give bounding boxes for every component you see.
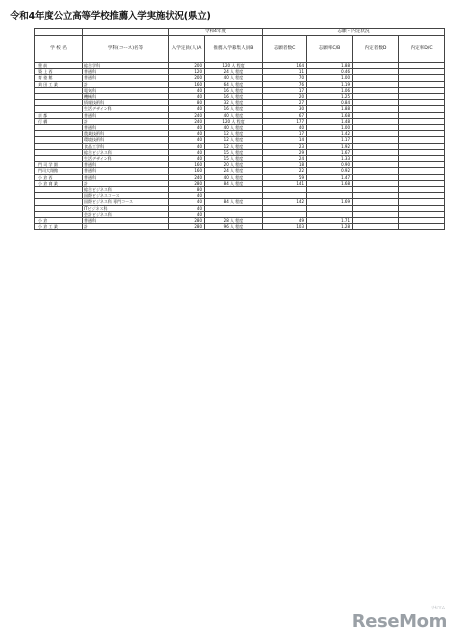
course-name: 普通科 (83, 75, 169, 81)
course-name: 国際ビジネス科 専門コース (83, 199, 169, 205)
course-name: 計 (83, 180, 169, 186)
course-name: 普通科 (83, 218, 169, 224)
rec-capacity-value: 96 人 程度 (205, 224, 263, 230)
col-rec-capacity: 推薦入学募集人員B (205, 36, 263, 63)
rec-capacity-value: 28 人 程度 (205, 218, 263, 224)
capacity-value: 280 (169, 224, 205, 230)
school-name: 小 倉 工 業 (35, 224, 83, 230)
ratio-value: 1.06 (307, 87, 353, 93)
capacity-value: 200 (169, 63, 205, 69)
applicants-value: 24 (263, 156, 307, 162)
course-name: 生活デザイン科 (83, 106, 169, 112)
applicants-value: 18 (263, 162, 307, 168)
header-group-plan: 令和4年度 (169, 29, 263, 36)
ratio-value: 1.88 (307, 63, 353, 69)
ratio-value: 1.33 (307, 156, 353, 162)
capacity-value: 80 (169, 100, 205, 106)
header-blank (83, 29, 169, 36)
school-name: 門 司 学 園 (35, 162, 83, 168)
col-course: 学科(コース)名等 (83, 36, 169, 63)
applicants-value: 67 (263, 112, 307, 118)
header-blank (35, 29, 83, 36)
rec-capacity-value: 24 人 程度 (205, 69, 263, 75)
school-name: 京 都 (35, 112, 83, 118)
school-name: 小 倉 (35, 218, 83, 224)
rec-capacity-value: 84 人 程度 (205, 180, 263, 186)
capacity-value: 40 (169, 205, 205, 211)
accepted-value (353, 224, 399, 230)
accept-rate-value (399, 224, 445, 230)
rec-capacity-value: 40 人 程度 (205, 125, 263, 131)
capacity-value: 40 (169, 137, 205, 143)
course-name: 総合学科 (83, 63, 169, 69)
applicants-value: 11 (263, 69, 307, 75)
course-name: 計 (83, 81, 169, 87)
rec-capacity-value: 84 人 程度 (205, 199, 263, 205)
capacity-value: 240 (169, 174, 205, 180)
course-name: 会計ビジネス科 (83, 211, 169, 217)
rec-capacity-value: 24 人 程度 (205, 168, 263, 174)
table-body (35, 63, 445, 230)
admission-table (34, 28, 445, 230)
school-name: 門司大翔館 (35, 168, 83, 174)
course-name: 計 (83, 118, 169, 124)
applicants-value: 27 (263, 100, 307, 106)
applicants-value: 30 (263, 106, 307, 112)
school-name: 小 倉 西 (35, 174, 83, 180)
resemom-logo (351, 605, 447, 632)
course-name: 総合ビジネス科 (83, 149, 169, 155)
applicants-value: 142 (263, 199, 307, 205)
rec-capacity-value: 16 人 程度 (205, 87, 263, 93)
rec-capacity-value: 20 人 程度 (205, 162, 263, 168)
ratio-value: 1.92 (307, 143, 353, 149)
rec-capacity-value: 40 人 程度 (205, 112, 263, 118)
applicants-value: 23 (263, 143, 307, 149)
course-name: 普通科 (83, 69, 169, 75)
course-name: 電気科 (83, 87, 169, 93)
applicants-value: 29 (263, 149, 307, 155)
applicants-value: 177 (263, 118, 307, 124)
rec-capacity-value: 120 人 程度 (205, 63, 263, 69)
course-name: 普通科 (83, 112, 169, 118)
school-name: 行 橋 (35, 118, 83, 124)
ratio-value: 1.28 (307, 224, 353, 230)
capacity-value: 40 (169, 94, 205, 100)
course-name: 普通科 (83, 162, 169, 168)
rec-capacity-value: 12 人 程度 (205, 131, 263, 137)
course-name: 食品工学科 (83, 143, 169, 149)
ratio-value: 0.92 (307, 168, 353, 174)
table-row (35, 224, 445, 230)
ratio-value: 1.67 (307, 149, 353, 155)
course-name: 計 (83, 224, 169, 230)
capacity-value: 40 (169, 193, 205, 199)
course-name: 総合ビジネス科 (83, 187, 169, 193)
ratio-value: 1.68 (307, 180, 353, 186)
logo-text: ReseMom (351, 611, 447, 632)
course-name: ITビジネス科 (83, 205, 169, 211)
col-applicants: 志願者数C (263, 36, 307, 63)
applicants-value: 103 (263, 224, 307, 230)
capacity-value: 240 (169, 112, 205, 118)
applicants-value: 40 (263, 125, 307, 131)
rec-capacity-value: 32 人 程度 (205, 100, 263, 106)
ratio-value: 0.84 (307, 100, 353, 106)
capacity-value: 240 (169, 118, 205, 124)
ratio-value: 1.71 (307, 218, 353, 224)
logo-ruby: リセマム (430, 605, 445, 610)
capacity-value: 280 (169, 180, 205, 186)
page-title: 令和4年度公立高等学校推薦入学実施状況(県立) (10, 11, 211, 22)
ratio-value: 0.46 (307, 69, 353, 75)
applicants-value: 22 (263, 168, 307, 174)
applicants-value: 14 (263, 137, 307, 143)
col-capacity: 入学定員(人)A (169, 36, 205, 63)
capacity-value: 40 (169, 211, 205, 217)
capacity-value: 120 (169, 69, 205, 75)
capacity-value: 280 (169, 218, 205, 224)
header-group-status: 志願・内定状況 (263, 29, 445, 36)
rec-capacity-value: 16 人 程度 (205, 106, 263, 112)
capacity-value: 160 (169, 168, 205, 174)
course-name: 情報技術科 (83, 100, 169, 106)
capacity-value: 200 (169, 75, 205, 81)
school-name: 苅 田 工 業 (35, 81, 83, 87)
ratio-value: 1.17 (307, 137, 353, 143)
capacity-value: 40 (169, 199, 205, 205)
ratio-value: 1.68 (307, 112, 353, 118)
ratio-value: 1.19 (307, 81, 353, 87)
col-accept-rate: 内定率D/C (399, 36, 445, 63)
col-school: 学 校 名 (35, 36, 83, 63)
capacity-value: 40 (169, 156, 205, 162)
capacity-value: 160 (169, 162, 205, 168)
ratio-value: 1.69 (307, 199, 353, 205)
school-name: 小 倉 商 業 (35, 180, 83, 186)
course-name: 機械科 (83, 94, 169, 100)
course-name: 農業技術科 (83, 131, 169, 137)
school-name: 築 上 西 (35, 69, 83, 75)
applicants-value: 59 (263, 174, 307, 180)
rec-capacity-value: 16 人 程度 (205, 94, 263, 100)
ratio-value: 1.25 (307, 94, 353, 100)
rec-capacity-value: 40 人 程度 (205, 174, 263, 180)
ratio-value: 1.00 (307, 125, 353, 131)
ratio-value: 1.42 (307, 131, 353, 137)
course-name: 普通科 (83, 174, 169, 180)
capacity-value: 40 (169, 125, 205, 131)
capacity-value: 40 (169, 143, 205, 149)
applicants-value: 17 (263, 87, 307, 93)
capacity-value: 80 (169, 187, 205, 193)
rec-capacity-value: 12 人 程度 (205, 137, 263, 143)
col-ratio: 志願率C/B (307, 36, 353, 63)
applicants-value: 20 (263, 94, 307, 100)
applicants-value: 17 (263, 131, 307, 137)
rec-capacity-value: 120 人 程度 (205, 118, 263, 124)
course-name: 普通科 (83, 168, 169, 174)
rec-capacity-value: 15 人 程度 (205, 156, 263, 162)
col-accepted: 内定者数D (353, 36, 399, 63)
rec-capacity-value: 64 人 程度 (205, 81, 263, 87)
capacity-value: 40 (169, 106, 205, 112)
ratio-value: 1.47 (307, 174, 353, 180)
rec-capacity-value: 12 人 程度 (205, 143, 263, 149)
ratio-value: 0.90 (307, 162, 353, 168)
applicants-value: 76 (263, 81, 307, 87)
course-name: 環境技術科 (83, 137, 169, 143)
rec-capacity-value: 15 人 程度 (205, 149, 263, 155)
course-name: 生活デザイン科 (83, 156, 169, 162)
applicants-value: 164 (263, 63, 307, 69)
applicants-value: 70 (263, 75, 307, 81)
rec-capacity-value: 40 人 程度 (205, 75, 263, 81)
school-name: 豊 前 (35, 63, 83, 69)
ratio-value: 1.88 (307, 106, 353, 112)
capacity-value: 40 (169, 149, 205, 155)
ratio-value: 1.00 (307, 75, 353, 81)
course-name: 国際ビジネスコース (83, 193, 169, 199)
capacity-value: 160 (169, 81, 205, 87)
school-name: 育 徳 館 (35, 75, 83, 81)
applicants-value: 141 (263, 180, 307, 186)
applicants-value: 49 (263, 218, 307, 224)
capacity-value: 40 (169, 131, 205, 137)
course-name: 普通科 (83, 125, 169, 131)
ratio-value: 1.48 (307, 118, 353, 124)
capacity-value: 40 (169, 87, 205, 93)
